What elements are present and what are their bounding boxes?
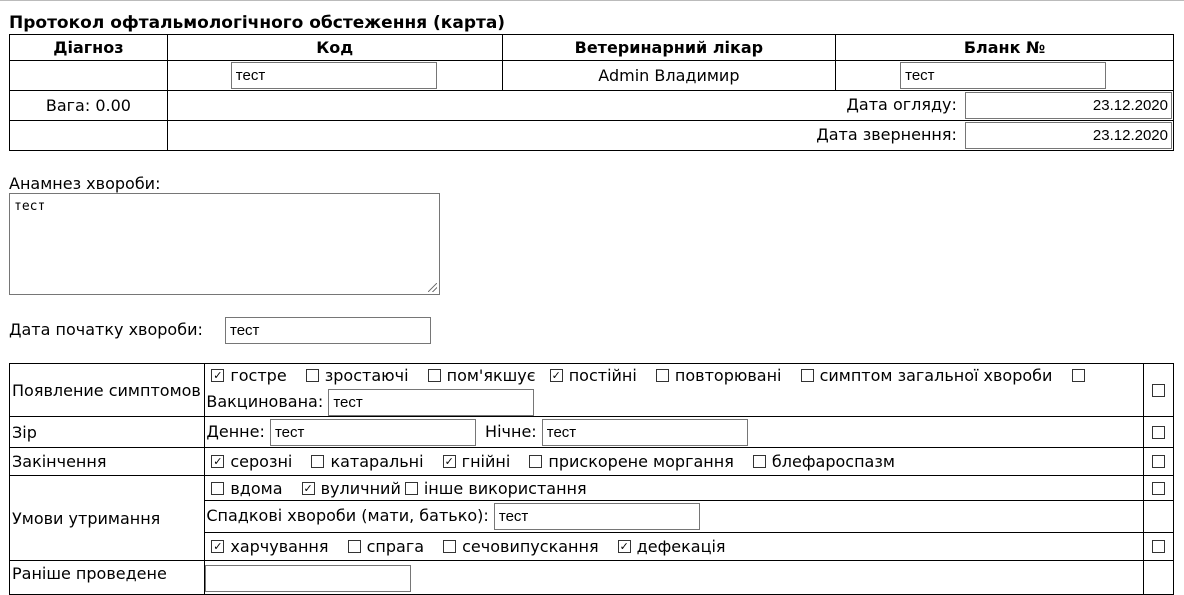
visit-date-input[interactable]: 23.12.2020 [965,122,1172,149]
symptom-option-label: зростаючі [324,366,409,385]
discharge-option-label: серозні [230,452,293,471]
symptoms-table [9,363,1174,595]
blank-header: Бланк № [836,35,1174,61]
discharge-option-label: катаральні [330,452,424,471]
exam-date-input[interactable]: 23.12.2020 [965,92,1172,119]
symptom-option-label: гостре [230,366,287,385]
conditions2-checkbox-2[interactable] [443,540,456,553]
symptom-option-label: постійні [568,366,637,385]
onset-date-input[interactable]: тест [225,317,431,344]
discharge-row-checkbox[interactable] [1152,455,1165,468]
code-input[interactable]: тест [231,62,437,89]
conditions-options-2 [205,533,1144,561]
onset-label: Дата початку хвороби: [9,320,203,339]
vision-row-checkbox[interactable] [1152,426,1165,439]
symptom-checkbox-2[interactable] [428,369,441,382]
symptoms-row-checkbox[interactable] [1152,384,1165,397]
conditions-row-checkbox[interactable] [1152,482,1165,495]
conditions2-option-label: спрага [366,537,425,556]
conditions-options [205,476,1144,501]
symptom-option-label: пом'якшує [446,366,536,385]
weight-text: Вага: 0.00 [10,91,168,121]
discharge-option-label: прискорене моргання [548,452,734,471]
vaccinated-input[interactable]: тест [328,389,534,416]
discharge-checkbox-4[interactable] [753,455,766,468]
symptoms-label: Появление симптомов [10,364,205,417]
conditions2-option-label: дефекація [636,537,726,556]
symptom-checkbox-4[interactable] [656,369,669,382]
hereditary-input[interactable]: тест [494,503,700,530]
conditions-checkbox-2[interactable] [405,482,418,495]
conditions2-option-label: харчування [230,537,329,556]
code-header: Код [167,35,502,61]
day-vision-input[interactable]: тест [270,419,476,446]
header-table [9,34,1174,151]
conditions-option-label: вдома [230,478,283,498]
discharge-checkbox-0[interactable] [211,455,224,468]
vaccinated-label: Вакцинована: [206,392,324,411]
conditions-option-label: вуличний [320,478,401,498]
conditions2-row-checkbox[interactable] [1152,540,1165,553]
previous-treatment-label: Раніше проведене [10,561,205,595]
diagnosis-header: Діагноз [10,35,168,61]
symptom-checkbox-0[interactable] [211,369,224,382]
conditions2-option-label: сечовипускання [462,537,599,556]
symptom-checkbox-extra[interactable] [1072,369,1085,382]
blank-number-input[interactable]: тест [900,62,1106,89]
vision-label: Зір [10,417,205,448]
day-vision-label: Денне: [206,421,265,441]
discharge-option-label: блефароспазм [771,452,895,471]
symptom-checkbox-5[interactable] [801,369,814,382]
discharge-label: Закінчення [10,448,205,476]
diagnosis-cell [10,61,168,91]
empty-cell [10,121,168,151]
anamnesis-text: тест [14,199,46,214]
conditions2-checkbox-1[interactable] [348,540,361,553]
exam-date-label: Дата огляду: [846,95,957,114]
night-vision-label: Нічне: [485,421,537,441]
anamnesis-label: Анамнез хвороби: [9,174,161,193]
conditions2-checkbox-0[interactable] [211,540,224,553]
hereditary-label: Спадкові хвороби (мати, батько): [206,506,489,525]
symptom-checkbox-3[interactable] [550,369,563,382]
conditions-option-label: інше використання [423,478,587,498]
conditions-checkbox-0[interactable] [211,482,224,495]
empty-cell [1144,561,1174,595]
night-vision-input[interactable]: тест [542,419,748,446]
resize-grip-icon[interactable] [428,283,437,292]
vet-name: Admin Владимир [502,61,836,91]
symptom-options [205,366,1143,389]
conditions2-checkbox-3[interactable] [618,540,631,553]
discharge-checkbox-3[interactable] [529,455,542,468]
discharge-checkbox-1[interactable] [311,455,324,468]
discharge-options [205,448,1144,476]
vet-header: Ветеринарний лікар [502,35,836,61]
top-divider [0,0,1184,1]
symptom-option-label: симптом загальної хвороби [819,366,1053,385]
discharge-option-label: гнійні [461,452,511,471]
empty-cell [1144,501,1174,533]
previous-treatment-input[interactable] [205,565,411,592]
conditions-label: Умови утримання [10,476,205,561]
discharge-checkbox-2[interactable] [443,455,456,468]
symptom-option-label: повторювані [674,366,782,385]
visit-date-label: Дата звернення: [816,125,957,144]
conditions-checkbox-1[interactable] [302,482,315,495]
anamnesis-textarea[interactable] [9,193,440,295]
page-title: Протокол офтальмологічного обстеження (карта) [9,13,506,33]
symptom-checkbox-1[interactable] [306,369,319,382]
